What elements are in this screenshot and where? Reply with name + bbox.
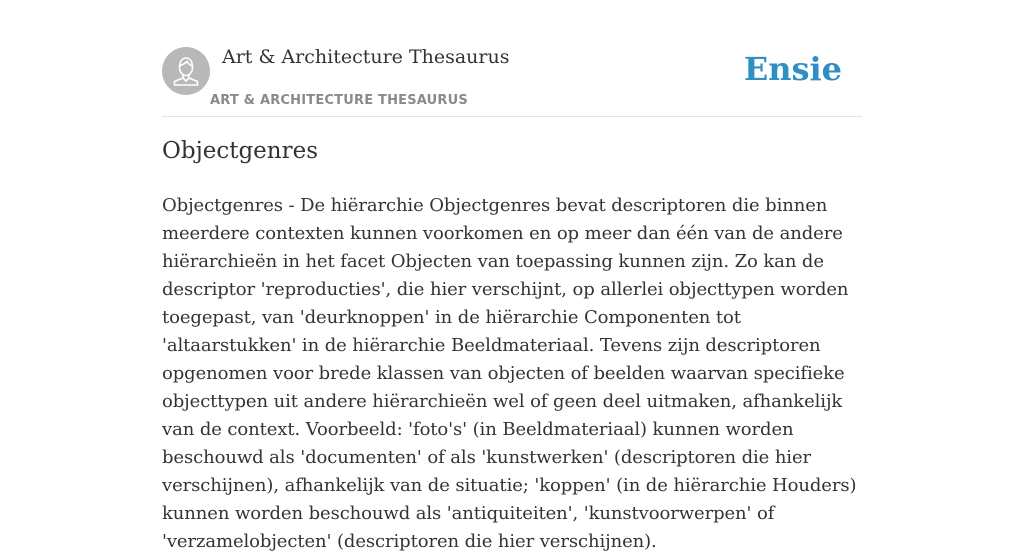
- author-name[interactable]: Art & Architecture Thesaurus: [222, 46, 510, 68]
- author-subtitle[interactable]: ART & ARCHITECTURE THESAURUS: [210, 93, 468, 108]
- avatar[interactable]: [162, 47, 210, 95]
- user-placeholder-icon: [162, 47, 210, 95]
- article-body: Objectgenres - De hiërarchie Objectgenres bevat descriptoren die binnen meerdere contexten kunnen voorkomen en op meer dan één van de andere hiërarchieën in het facet Objecten van toepassing kunnen zijn. Zo kan de descriptor 'reproducties', die hier verschijnt, op allerlei objecttypen worden toegepast, van 'deurknoppen' in de hiërarchie Componenten tot 'altaarstukken' in de hiërarchie Beeldmateriaal. Tevens zijn descriptoren opgenomen voor brede klassen van objecten of beelden waarvan specifieke objecttypen uit andere hiërarchieën wel of geen deel uitmaken, afhankelijk van de context. Voorbeeld: 'foto's' (in Beeldmateriaal) kunnen worden beschouwd als 'documenten' of als 'kunstwerken' (descriptoren die hier verschijnen), afhankelijk van de situatie; 'koppen' (in de hiërarchie Houders) kunnen worden beschouwd als 'antiquiteiten', 'kunstvoorwerpen' of 'verzamelobjecten' (descriptoren die hier verschijnen).: [162, 195, 857, 552]
- article-header: [162, 40, 862, 117]
- page-title: Objectgenres: [162, 138, 319, 164]
- brand-logo-link[interactable]: Ensie: [743, 50, 842, 88]
